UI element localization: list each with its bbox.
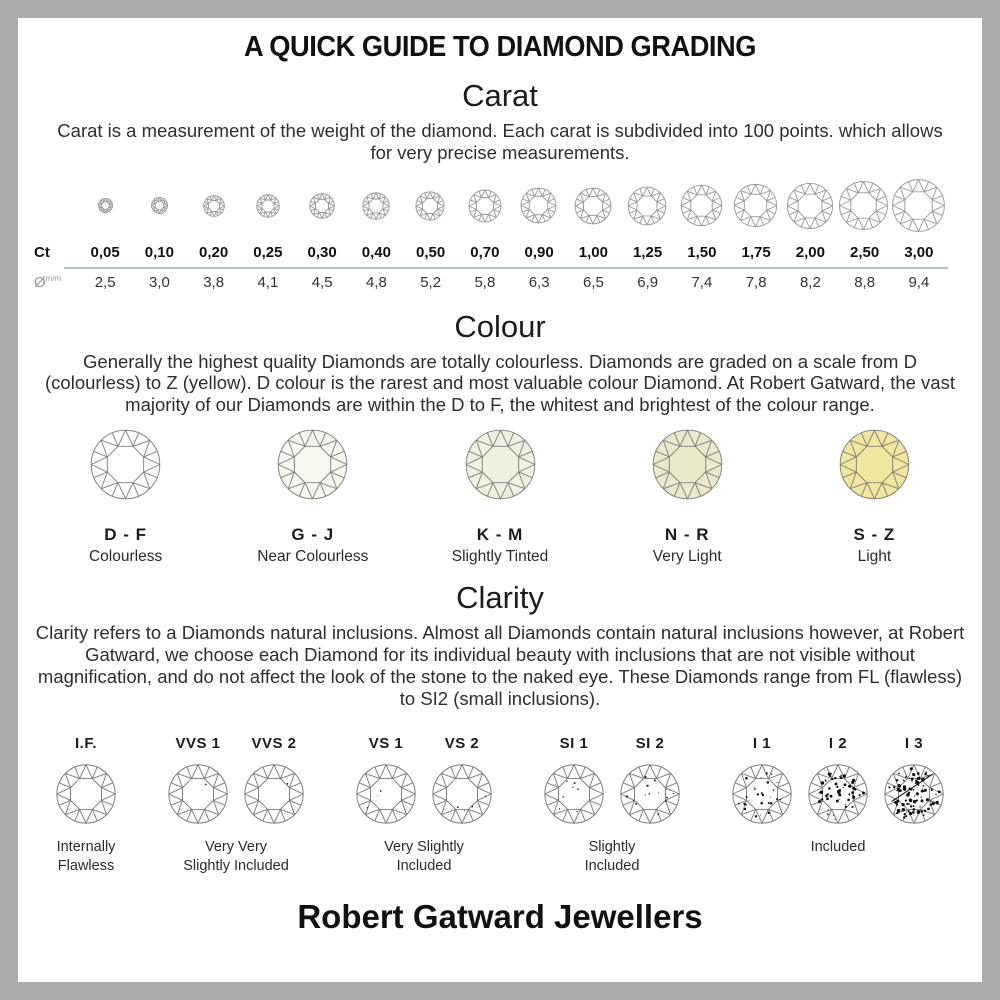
carat-diamond-1-00	[566, 187, 620, 225]
ct-value: 1,50	[687, 244, 717, 262]
carat-divider-line	[64, 267, 948, 269]
carat-diamond-1-75	[728, 183, 782, 228]
ct-value: 0,50	[416, 244, 446, 262]
colour-heading: Colour	[454, 308, 546, 344]
clarity-grade-label: VS 2	[444, 735, 480, 753]
diamond-graphic	[733, 183, 778, 228]
caption-line: Included	[396, 858, 452, 875]
colour-range-description: Light	[857, 548, 892, 566]
ct-value: 0,20	[199, 244, 229, 262]
clarity-stone-vvs-1	[164, 735, 232, 825]
diameter-mm-label: $Ø^{m/m}$	[34, 274, 62, 292]
diamond-graphic	[55, 763, 117, 825]
caption-line: Included	[810, 839, 866, 856]
ct-value: 0,25	[253, 244, 283, 262]
clarity-stone-i-3	[880, 735, 948, 825]
clarity-stone-i-f	[52, 735, 120, 825]
diamond-graphic	[203, 195, 225, 217]
carat-diamond-0-40	[349, 192, 403, 220]
diamond-graphic	[838, 180, 889, 231]
caption-line: Very Slightly	[384, 839, 464, 856]
diamond-graphic	[680, 184, 723, 227]
clarity-grade-label: SI 2	[635, 735, 665, 753]
carat-diamond-0-50	[403, 191, 457, 221]
colour-range-label: S - Z	[853, 525, 896, 545]
caption-line: Slightly Included	[183, 858, 289, 875]
diamond-graphic	[256, 194, 280, 218]
colour-range-label: D - F	[104, 525, 147, 545]
mm-value: 4,1	[257, 274, 279, 292]
carat-diamond-0-70	[457, 189, 511, 223]
mm-value: 9,4	[908, 274, 930, 292]
mm-value: 4,8	[365, 274, 387, 292]
clarity-grade-label: SI 1	[559, 735, 589, 753]
colour-section	[18, 309, 982, 566]
carat-diamond-1-50	[674, 184, 728, 227]
clarity-stone-vs-2	[428, 735, 496, 825]
diamond-graphic	[838, 428, 911, 501]
clarity-grade-label: I 1	[752, 735, 772, 753]
clarity-heading: Clarity	[456, 580, 544, 616]
mm-value: 7,8	[745, 274, 767, 292]
diamond-graphic	[276, 428, 349, 501]
carat-description: Carat is a measurement of the weight of the diamond. Each carat is subdivided into 100 points. which allows for very precise measurements.	[57, 120, 943, 163]
clarity-grade-label: I.F.	[74, 735, 97, 753]
diamond-graphic	[431, 763, 493, 825]
carat-diamond-3-00	[891, 178, 946, 233]
clarity-grade-row	[18, 735, 982, 876]
clarity-stone-vvs-2	[240, 735, 308, 825]
ct-label: Ct	[34, 244, 50, 262]
clarity-group-internally-flawless	[52, 735, 120, 876]
colour-description: Generally the highest quality Diamonds are totally colourless. Diamonds are graded on a scale from D (colourless) to Z (yellow). D colour is the rarest and most valuable colour Diamond. At Robert Gatward, the vast majority of our Diamonds are within the D to F, the whitest and brightest of the colour range.	[45, 350, 955, 416]
carat-diamond-0-90	[512, 187, 566, 224]
mm-value: 8,8	[854, 274, 876, 292]
clarity-stone-si-1	[540, 735, 608, 825]
brand-footer: Robert Gatward Jewellers	[297, 898, 703, 936]
clarity-stones	[52, 735, 120, 825]
ct-value: 1,25	[633, 244, 663, 262]
diamond-graphic	[520, 187, 557, 224]
ct-value: 0,90	[524, 244, 554, 262]
diamond-graphic	[651, 428, 724, 501]
colour-grade-k-m	[406, 428, 593, 566]
clarity-group-very-slightly-included	[352, 735, 496, 876]
carat-ct-row	[18, 240, 982, 266]
carat-diamond-2-50	[837, 180, 891, 231]
ct-value: 1,00	[578, 244, 608, 262]
clarity-group-caption	[183, 838, 289, 876]
colour-range-description: Very Light	[652, 548, 722, 566]
diamond-graphic	[786, 182, 834, 230]
diamond-graphic	[891, 178, 946, 233]
carat-diamond-0-10	[132, 197, 186, 214]
mm-value: 5,8	[474, 274, 496, 292]
diamond-graphic	[619, 763, 681, 825]
diamond-graphic	[468, 189, 502, 223]
mm-value: 6,3	[528, 274, 550, 292]
diamond-graphic	[543, 763, 605, 825]
diamond-graphic	[883, 763, 945, 825]
colour-grade-row	[18, 428, 982, 566]
ct-value: 2,00	[795, 244, 825, 262]
colour-range-label: N - R	[664, 525, 710, 545]
caption-line: Internally	[56, 839, 116, 856]
clarity-grade-label: VVS 1	[175, 735, 221, 753]
mm-value: 2,5	[94, 274, 116, 292]
colour-range-label: K - M	[476, 525, 524, 545]
diamond-graphic	[415, 191, 445, 221]
diamond-graphic	[151, 197, 168, 214]
carat-diamond-1-25	[620, 186, 674, 226]
clarity-grade-label: VVS 2	[251, 735, 297, 753]
clarity-group-very-very-slightly-included	[164, 735, 308, 876]
colour-range-description: Near Colourless	[257, 548, 369, 566]
carat-mm-row	[18, 271, 982, 295]
ct-value: 1,75	[741, 244, 771, 262]
carat-size-chart	[18, 178, 982, 295]
clarity-grade-label: VS 1	[368, 735, 404, 753]
ct-value: 3,00	[904, 244, 934, 262]
clarity-group-caption	[384, 838, 464, 876]
clarity-stones	[352, 735, 496, 825]
diamond-graphic	[731, 763, 793, 825]
mm-value: 5,2	[420, 274, 442, 292]
diamond-graphic	[807, 763, 869, 825]
caption-line: Very Very	[204, 839, 268, 856]
ct-value: 0,40	[361, 244, 391, 262]
colour-grade-g-j	[219, 428, 406, 566]
clarity-stone-i-2	[804, 735, 872, 825]
mm-value: 3,0	[148, 274, 170, 292]
clarity-stones	[540, 735, 684, 825]
clarity-stone-i-1	[728, 735, 796, 825]
ct-value: 2,50	[850, 244, 880, 262]
ct-value: 0,05	[90, 244, 120, 262]
diamond-graphic	[309, 193, 335, 219]
carat-heading: Carat	[462, 78, 538, 113]
diamond-graphic	[464, 428, 537, 501]
clarity-stone-si-2	[616, 735, 684, 825]
carat-diamond-0-25	[241, 194, 295, 218]
mm-value: 4,5	[311, 274, 333, 292]
carat-diamond-0-05	[78, 198, 132, 213]
colour-range-description: Colourless	[88, 548, 163, 566]
clarity-stones	[728, 735, 948, 825]
clarity-group-included	[728, 735, 948, 876]
clarity-grade-label: I 2	[828, 735, 848, 753]
clarity-group-caption	[585, 838, 640, 876]
diamond-graphic	[355, 763, 417, 825]
mm-value: 6,9	[637, 274, 659, 292]
diamond-graphic	[243, 763, 305, 825]
diamond-graphic	[89, 428, 162, 501]
diamond-graphic	[98, 198, 113, 213]
carat-diamond-0-20	[186, 195, 240, 217]
clarity-group-slightly-included	[540, 735, 684, 876]
diamond-graphic	[627, 186, 667, 226]
mm-value: 8,2	[799, 274, 821, 292]
caption-line: Slightly	[588, 839, 636, 856]
ct-value: 0,10	[144, 244, 174, 262]
carat-section	[18, 78, 982, 295]
clarity-description: Clarity refers to a Diamonds natural inclusions. Almost all Diamonds contain natural inclusions however, at Robert Gatward, we choose each Diamond for its individual beauty with inclusions that are not visible without magnification, and do not affect the look of the stone to the naked eye. These Diamonds range from FL (flawless) to SI2 (small inclusions).	[35, 622, 965, 709]
ct-value: 0,30	[307, 244, 337, 262]
colour-grade-d-f	[32, 428, 219, 566]
clarity-group-caption	[811, 838, 866, 857]
clarity-group-caption	[57, 838, 116, 876]
carat-diamond-2-00	[783, 182, 837, 230]
page-title: A QUICK GUIDE TO DIAMOND GRADING	[243, 31, 756, 63]
colour-range-label: G - J	[291, 525, 335, 545]
diamond-graphic	[574, 187, 612, 225]
clarity-section	[18, 580, 982, 876]
ct-value: 0,70	[470, 244, 500, 262]
mm-value: 3,8	[203, 274, 225, 292]
clarity-grade-label: I 3	[904, 735, 924, 753]
diamond-graphic	[167, 763, 229, 825]
clarity-stone-vs-1	[352, 735, 420, 825]
carat-diamond-row	[18, 178, 982, 234]
caption-line: Included	[584, 858, 640, 875]
colour-range-description: Slightly Tinted	[451, 548, 549, 566]
diamond-graphic	[362, 192, 390, 220]
colour-grade-s-z	[781, 428, 968, 566]
colour-grade-n-r	[594, 428, 781, 566]
clarity-stones	[164, 735, 308, 825]
mm-value: 6,5	[582, 274, 604, 292]
caption-line: Flawless	[57, 858, 115, 875]
mm-value: 7,4	[691, 274, 713, 292]
carat-diamond-0-30	[295, 193, 349, 219]
